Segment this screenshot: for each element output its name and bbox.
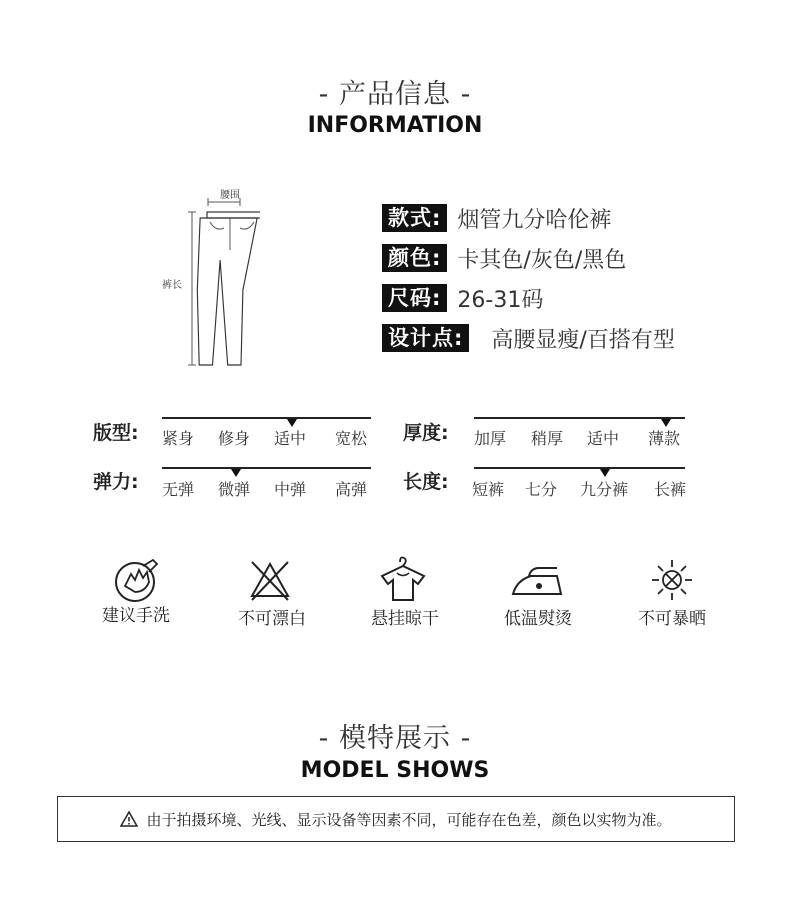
low-iron-icon xyxy=(509,562,559,608)
hand-wash-icon xyxy=(113,558,163,604)
scale-option: 薄款 xyxy=(648,429,681,448)
scale-label-elasticity: 弹力: xyxy=(93,471,139,493)
section-subtitle-info: INFORMATION xyxy=(307,113,483,138)
info-key: 颜色: xyxy=(382,244,447,272)
color-disclaimer-notice xyxy=(57,796,735,842)
scale-option: 七分 xyxy=(525,480,558,499)
scale-option: 长裤 xyxy=(654,480,687,499)
notice-text: 由于拍摄环境、光线、显示设备等因素不同，可能存在色差，颜色以实物为准。 xyxy=(146,810,672,829)
no-bleach-icon xyxy=(246,558,296,604)
info-row-size xyxy=(382,283,543,313)
scale-line-fit xyxy=(162,417,371,419)
scale-line-elasticity xyxy=(162,467,371,469)
scale-option: 中弹 xyxy=(274,480,307,499)
scale-option: 宽松 xyxy=(335,429,368,448)
info-key: 款式: xyxy=(382,204,447,232)
scale-option: 短裤 xyxy=(472,480,505,499)
care-label: 建议手洗 xyxy=(102,606,170,626)
info-value: 26-31码 xyxy=(457,287,544,313)
scale-option: 无弹 xyxy=(162,480,195,499)
warning-icon xyxy=(120,811,138,827)
care-label: 不可漂白 xyxy=(238,609,306,629)
scale-option: 适中 xyxy=(587,429,620,448)
care-label: 不可暴晒 xyxy=(638,609,706,629)
section-title-models: - 模特展示 - xyxy=(318,723,472,754)
no-sun-icon xyxy=(647,558,697,604)
info-key: 尺码: xyxy=(382,284,447,312)
scale-label-thickness: 厚度: xyxy=(403,422,449,444)
info-value: 卡其色/灰色/黑色 xyxy=(457,247,627,273)
scale-option: 修身 xyxy=(218,429,251,448)
scale-option: 加厚 xyxy=(474,429,507,448)
info-row-design xyxy=(382,323,675,353)
scale-label-length: 长度: xyxy=(403,471,449,493)
scale-option: 高弹 xyxy=(335,480,368,499)
scale-option: 紧身 xyxy=(162,429,195,448)
hang-dry-icon xyxy=(378,556,428,602)
scale-line-thickness xyxy=(474,417,685,419)
section-subtitle-models: MODEL SHOWS xyxy=(300,758,490,783)
info-row-style xyxy=(382,203,611,233)
care-label: 悬挂晾干 xyxy=(371,609,439,629)
scale-option: 九分裤 xyxy=(580,480,629,499)
waist-label: 腰围 xyxy=(220,190,240,201)
scale-line-length xyxy=(474,467,685,469)
scale-label-fit: 版型: xyxy=(93,422,139,444)
care-label: 低温熨烫 xyxy=(504,609,572,629)
section-title-info: - 产品信息 - xyxy=(318,79,472,110)
length-label: 裤长 xyxy=(162,280,182,291)
info-value: 高腰显瘦/百搭有型 xyxy=(491,327,675,353)
scale-option: 适中 xyxy=(274,429,307,448)
scale-marker-elasticity xyxy=(231,469,241,477)
scale-option: 稍厚 xyxy=(531,429,564,448)
scale-marker-length xyxy=(600,469,610,477)
scale-option: 微弹 xyxy=(218,480,251,499)
info-value: 烟管九分哈伦裤 xyxy=(457,207,612,233)
info-key: 设计点: xyxy=(382,324,469,352)
info-row-color xyxy=(382,243,626,273)
